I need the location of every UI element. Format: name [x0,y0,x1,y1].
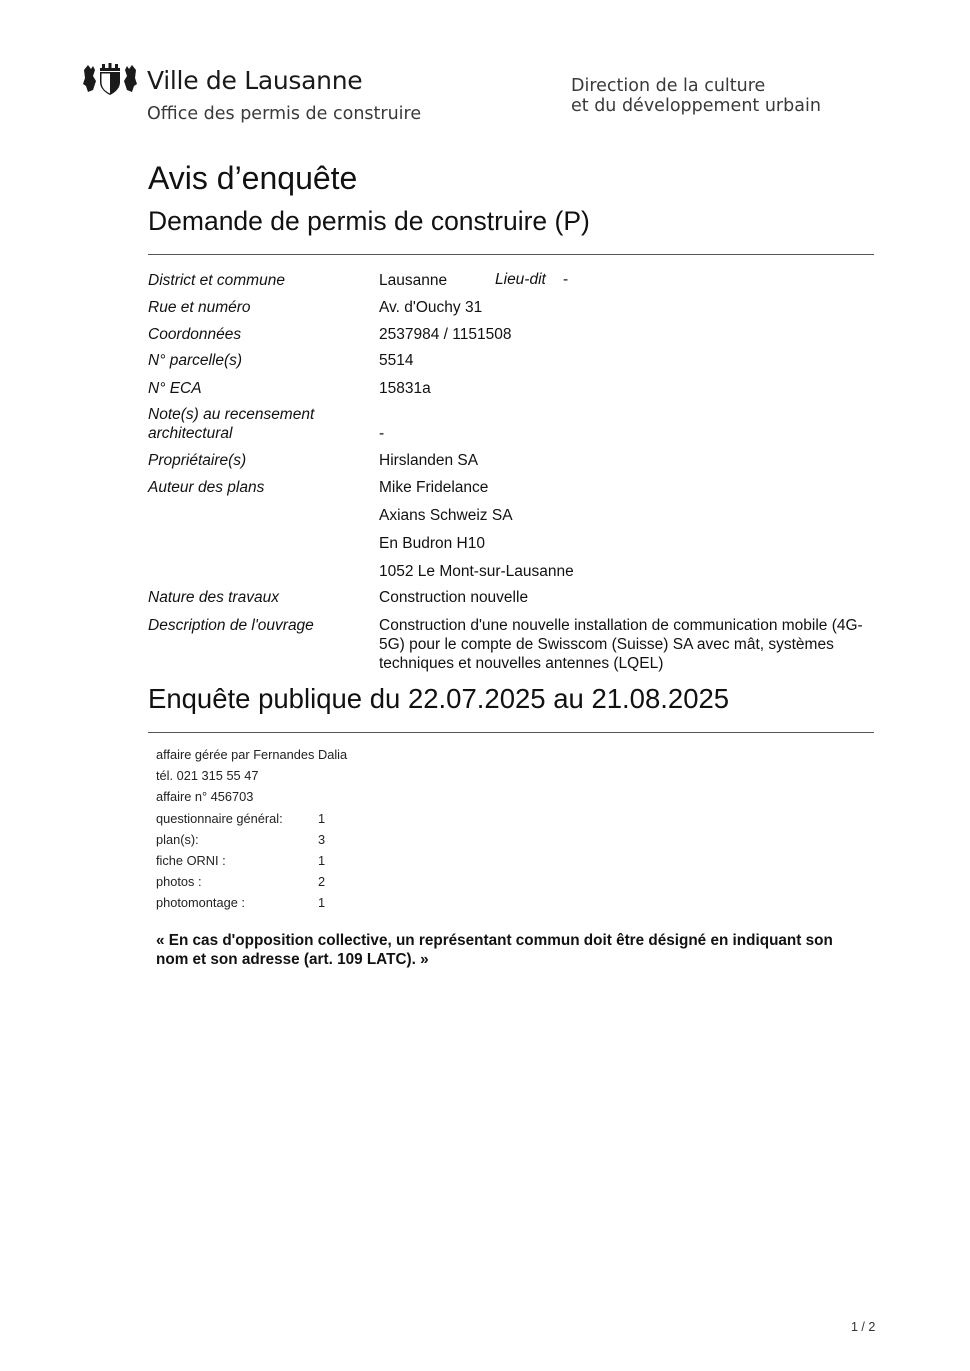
enquete-dates: Enquête publique du 22.07.2025 au 21.08.2025 [148,683,730,714]
nature-value: Construction nouvelle [379,589,529,606]
district-value: Lausanne [379,272,448,289]
auteur-line: En Budron H10 [379,535,485,552]
doc-count: 1 [318,895,326,910]
auteur-line: Mike Fridelance [379,479,489,496]
note-label-line-2: architectural [148,425,233,442]
parcelle-label: N° parcelle(s) [148,352,243,369]
auteur-label: Auteur des plans [148,479,265,496]
proprietaire-value: Hirslanden SA [379,452,479,469]
org-office: Office des permis de construire [147,104,422,124]
note-label-line-1: Note(s) au recensement [148,406,315,423]
department-name [571,76,821,116]
rue-value: Av. d'Ouchy 31 [379,299,483,316]
opposition-notice: « En cas d'opposition collective, un représentant commun doit être désigné en indiquant son nom et son adresse (art. 109 LATC). » [156,932,833,968]
doc-count: 1 [318,853,326,868]
doc-label: photomontage : [156,895,245,910]
note-recensement-value: - [379,425,385,442]
page-title: Avis d’enquête [148,160,358,196]
divider [148,254,874,255]
doc-count: 1 [318,811,326,826]
description-value: Construction d'une nouvelle installation de communication mobile (4G-5G) pour le compte de Swisscom (Suisse) SA avec mât, systèmes techniques et nouvelles antennes (LQEL) [379,617,863,672]
coordonnees-label: Coordonnées [148,326,242,343]
district-label: District et commune [148,272,285,289]
doc-label: fiche ORNI : [156,853,226,868]
doc-label: questionnaire général: [156,811,283,826]
coordonnees-value: 2537984 / 1151508 [379,326,512,343]
doc-count: 3 [318,832,326,847]
page-subtitle: Demande de permis de construire (P) [148,206,590,236]
org-name: Ville de Lausanne [147,66,363,95]
note-recensement-label [148,405,314,443]
affaire-geree-par: affaire gérée par Fernandes Dalia [156,747,348,762]
description-label: Description de l'ouvrage [148,617,314,634]
doc-count: 2 [318,874,326,889]
lausanne-coat-of-arms-logo [80,62,140,96]
lieu-dit-label: Lieu-dit [495,271,546,288]
department-line-2: et du développement urbain [571,96,821,116]
eca-value: 15831a [379,380,431,397]
lieu-dit-value: - [563,271,569,288]
page-number: 1 / 2 [851,1320,876,1334]
affaire-tel: tél. 021 315 55 47 [156,768,259,783]
proprietaire-label: Propriétaire(s) [148,452,247,469]
parcelle-value: 5514 [379,352,414,369]
auteur-line: 1052 Le Mont-sur-Lausanne [379,563,574,580]
nature-label: Nature des travaux [148,589,279,606]
doc-label: photos : [156,874,202,889]
rue-label: Rue et numéro [148,299,251,316]
divider [148,732,874,733]
auteur-line: Axians Schweiz SA [379,507,513,524]
department-line-1: Direction de la culture [571,76,766,96]
affaire-numero: affaire n° 456703 [156,789,254,804]
doc-label: plan(s): [156,832,199,847]
eca-label: N° ECA [148,380,202,397]
